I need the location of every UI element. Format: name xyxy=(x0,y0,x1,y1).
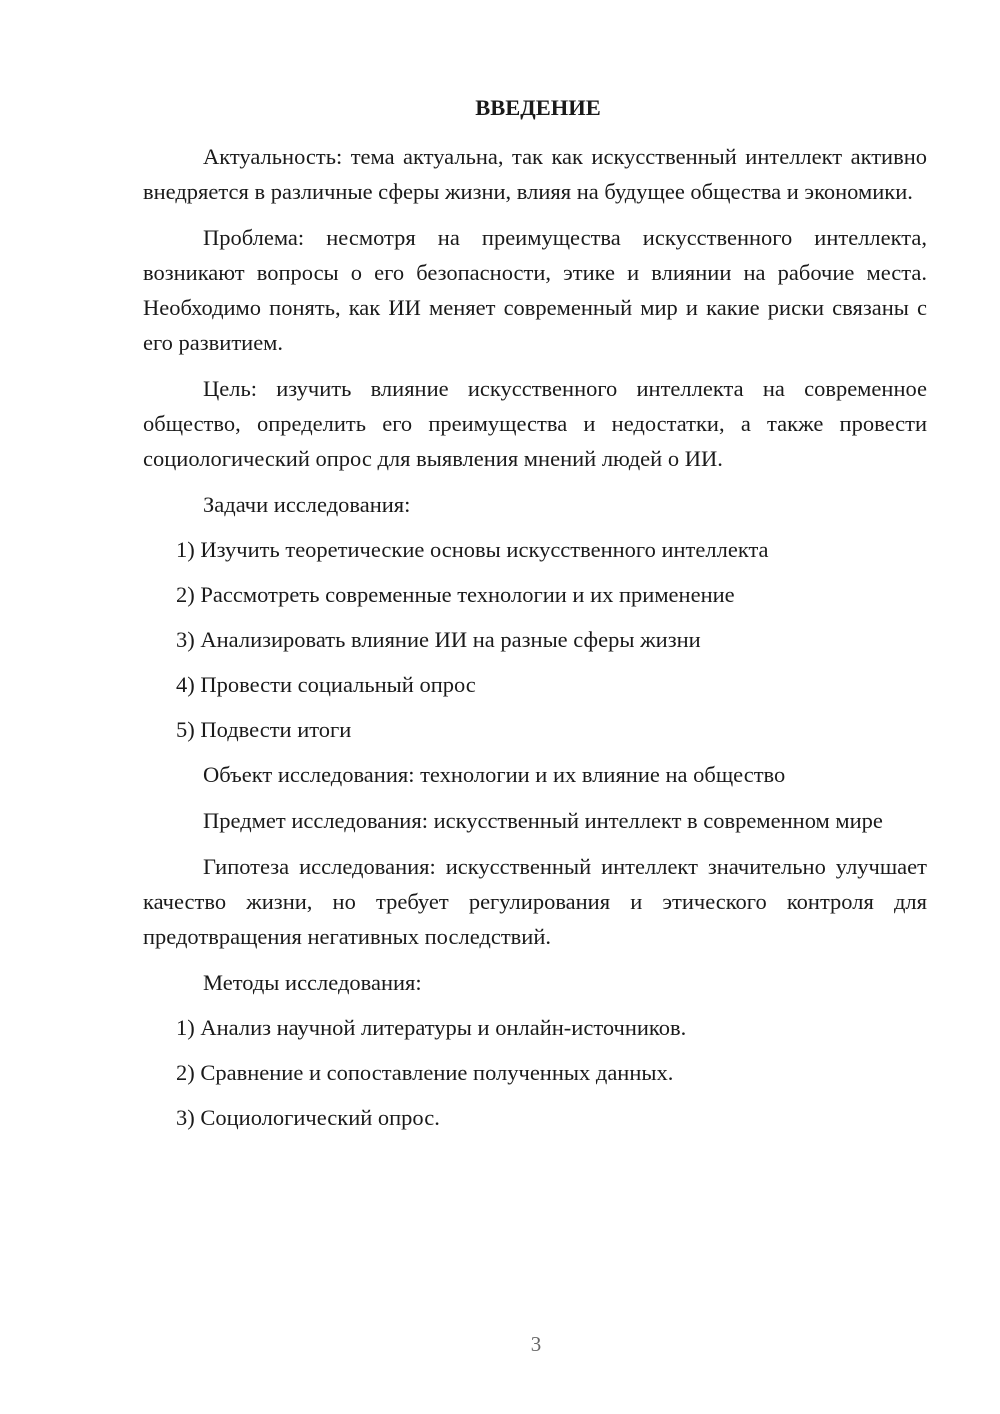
tasks-heading: Задачи исследования: xyxy=(203,492,411,517)
list-item: 3) Анализировать влияние ИИ на разные сферы жизни xyxy=(176,627,701,652)
list-item: 4) Провести социальный опрос xyxy=(176,672,476,697)
page-number: 3 xyxy=(530,1332,542,1356)
problem-paragraph: Проблема: несмотря на преимущества искусственного интеллекта, возникают вопросы о его безопасности, этике и влиянии на рабочие места. Необходимо понять, как ИИ меняет современный мир и какие риски связаны с его развитием. xyxy=(143,225,927,355)
list-item: 2) Сравнение и сопоставление полученных данных. xyxy=(176,1060,674,1085)
object-paragraph: Объект исследования: технологии и их влияние на общество xyxy=(203,762,786,787)
methods-list xyxy=(143,1010,927,1135)
tasks-list xyxy=(143,532,927,747)
list-item: 1) Изучить теоретические основы искусственного интеллекта xyxy=(176,537,769,562)
methods-heading: Методы исследования: xyxy=(203,970,422,995)
goal-paragraph: Цель: изучить влияние искусственного интеллекта на современное общество, определить его преимущества и недостатки, а также провести социологический опрос для выявления мнений людей о ИИ. xyxy=(143,376,927,471)
list-item: 3) Социологический опрос. xyxy=(176,1105,440,1130)
page-content xyxy=(143,90,927,1145)
list-item: 1) Анализ научной литературы и онлайн-источников. xyxy=(176,1015,687,1040)
subject-paragraph: Предмет исследования: искусственный интеллект в современном мире xyxy=(203,808,883,833)
list-item: 5) Подвести итоги xyxy=(176,717,352,742)
list-item: 2) Рассмотреть современные технологии и их применение xyxy=(176,582,735,607)
relevance-paragraph: Актуальность: тема актуальна, так как искусственный интеллект активно внедряется в различные сферы жизни, влияя на будущее общества и экономики. xyxy=(143,144,927,204)
hypothesis-paragraph: Гипотеза исследования: искусственный интеллект значительно улучшает качество жизни, но требует регулирования и этического контроля для предотвращения негативных последствий. xyxy=(143,854,927,949)
section-title: ВВЕДЕНИЕ xyxy=(475,95,601,120)
